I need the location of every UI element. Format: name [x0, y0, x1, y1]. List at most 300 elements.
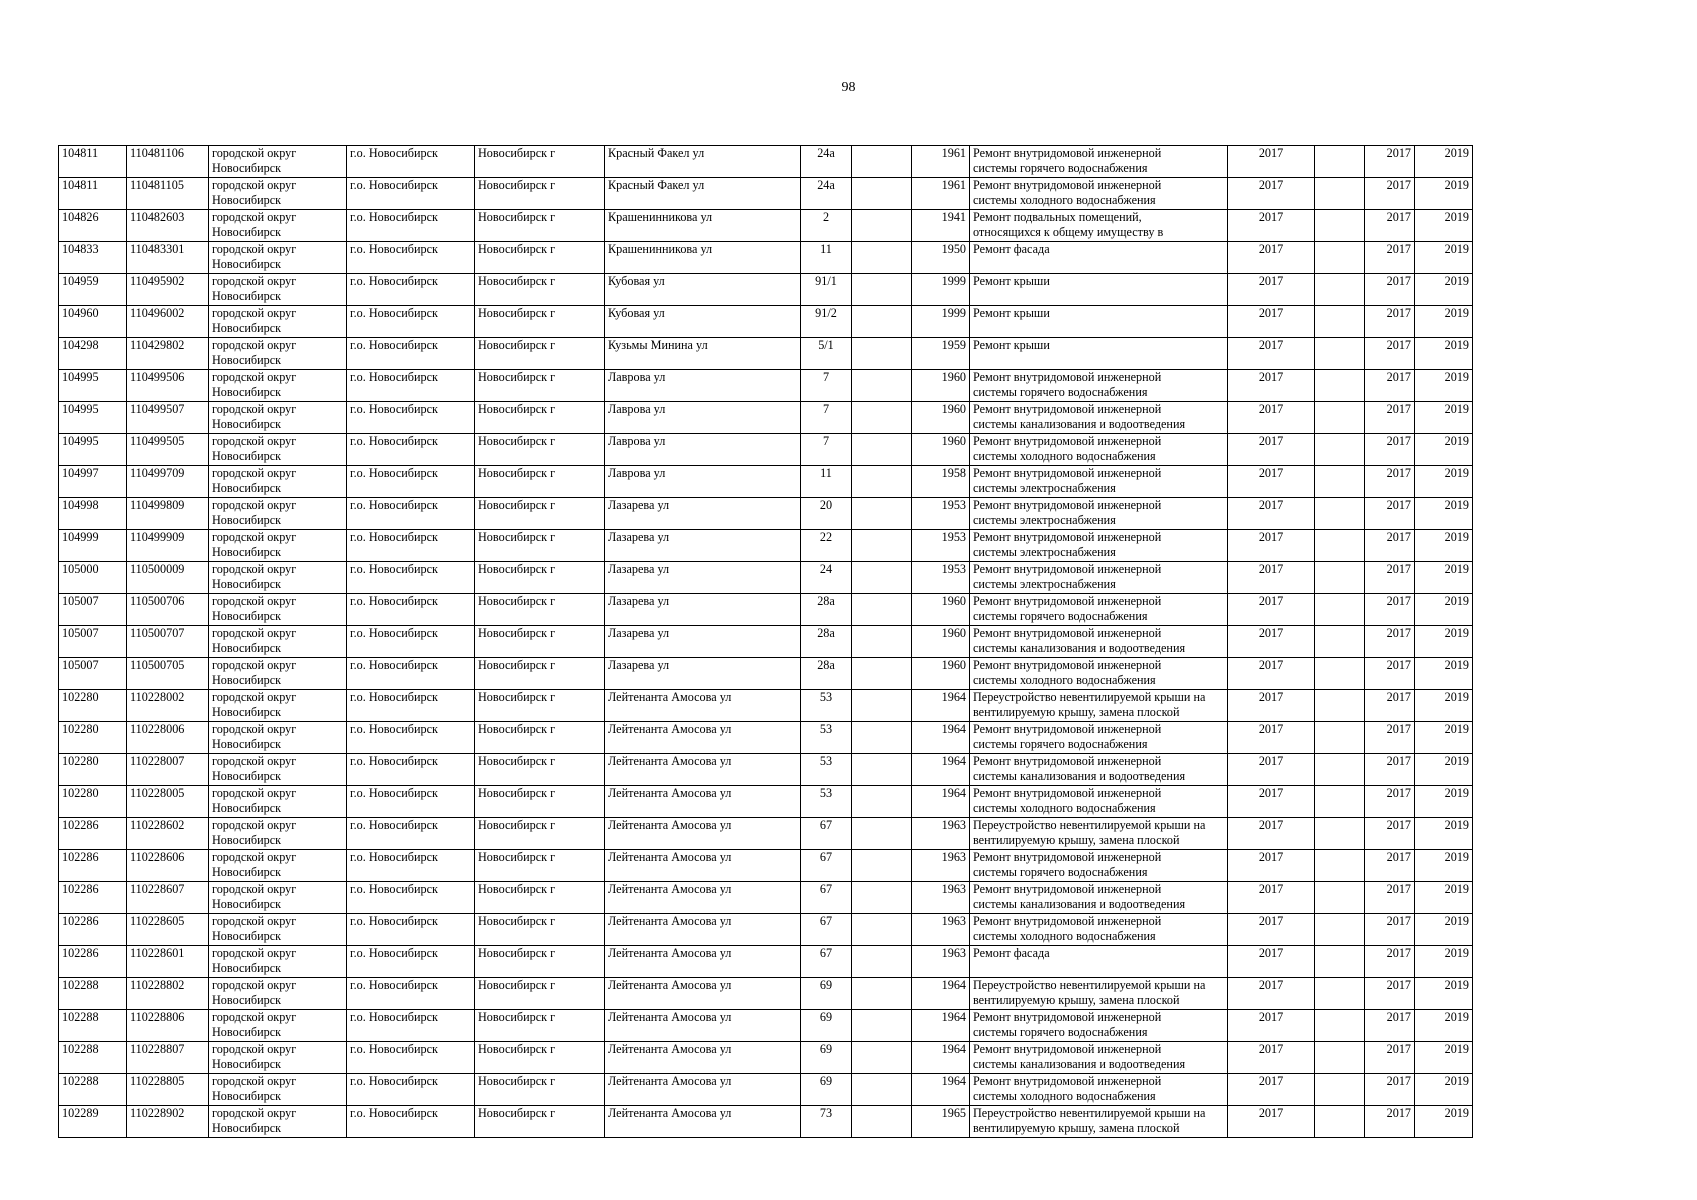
work-line2: вентилируемую крышу, замена плоской [973, 833, 1180, 847]
settlement-cell: г.о. Новосибирск [347, 1106, 475, 1138]
table-row [59, 946, 1473, 978]
building-letter-cell [852, 786, 912, 818]
work-type-cell [970, 882, 1228, 914]
city-cell: Новосибирск г [475, 370, 605, 402]
end-year-cell: 2019 [1415, 370, 1473, 402]
city-cell: Новосибирск г [475, 690, 605, 722]
work-line1: Переустройство невентилируемой крыши на [973, 978, 1206, 992]
municipality-line1: городской округ [212, 338, 297, 352]
municipality-line2: Новосибирск [212, 993, 282, 1007]
municipality-line2: Новосибирск [212, 801, 282, 815]
start-year-cell: 2017 [1365, 530, 1415, 562]
table-row [59, 690, 1473, 722]
object-id-cell: 102288 [59, 1010, 127, 1042]
city-cell: Новосибирск г [475, 786, 605, 818]
work-line2: системы канализования и водоотведения [973, 1057, 1186, 1071]
object-id-cell: 102286 [59, 850, 127, 882]
plan-year-cell: 2017 [1228, 402, 1315, 434]
work-line1: Ремонт внутридомовой инженерной [973, 466, 1162, 480]
plan-year-cell: 2017 [1228, 562, 1315, 594]
end-year-cell: 2019 [1415, 178, 1473, 210]
start-year-cell: 2017 [1365, 402, 1415, 434]
building-letter-cell [852, 754, 912, 786]
empty-cell [1315, 1010, 1365, 1042]
table-row [59, 882, 1473, 914]
plan-year-cell: 2017 [1228, 370, 1315, 402]
building-letter-cell [852, 402, 912, 434]
work-code-cell: 110499909 [127, 530, 209, 562]
start-year-cell: 2017 [1365, 722, 1415, 754]
build-year-cell: 1964 [912, 978, 970, 1010]
work-line1: Ремонт внутридомовой инженерной [973, 434, 1162, 448]
city-cell: Новосибирск г [475, 338, 605, 370]
work-line1: Ремонт внутридомовой инженерной [973, 722, 1162, 736]
city-cell: Новосибирск г [475, 1106, 605, 1138]
work-line2: системы электроснабжения [973, 577, 1116, 591]
plan-year-cell: 2017 [1228, 978, 1315, 1010]
start-year-cell: 2017 [1365, 1042, 1415, 1074]
empty-cell [1315, 1074, 1365, 1106]
city-cell: Новосибирск г [475, 882, 605, 914]
end-year-cell: 2019 [1415, 146, 1473, 178]
empty-cell [1315, 722, 1365, 754]
building-letter-cell [852, 818, 912, 850]
street-cell: Лаврова ул [605, 402, 801, 434]
city-cell: Новосибирск г [475, 946, 605, 978]
plan-year-cell: 2017 [1228, 434, 1315, 466]
city-cell: Новосибирск г [475, 1042, 605, 1074]
build-year-cell: 1960 [912, 434, 970, 466]
work-type-cell [970, 722, 1228, 754]
settlement-cell: г.о. Новосибирск [347, 562, 475, 594]
work-line1: Ремонт подвальных помещений, [973, 210, 1142, 224]
work-line1: Ремонт внутридомовой инженерной [973, 1010, 1162, 1024]
municipality-line2: Новосибирск [212, 289, 282, 303]
work-type-cell [970, 690, 1228, 722]
work-type-cell [970, 1010, 1228, 1042]
table-row [59, 850, 1473, 882]
object-id-cell: 104997 [59, 466, 127, 498]
object-id-cell: 104995 [59, 434, 127, 466]
plan-year-cell: 2017 [1228, 530, 1315, 562]
table-row [59, 370, 1473, 402]
plan-year-cell: 2017 [1228, 722, 1315, 754]
empty-cell [1315, 530, 1365, 562]
work-line2: системы электроснабжения [973, 481, 1116, 495]
object-id-cell: 102280 [59, 690, 127, 722]
municipality-cell [209, 370, 347, 402]
end-year-cell: 2019 [1415, 722, 1473, 754]
work-type-cell [970, 210, 1228, 242]
object-id-cell: 105007 [59, 626, 127, 658]
end-year-cell: 2019 [1415, 1042, 1473, 1074]
work-line1: Ремонт внутридомовой инженерной [973, 530, 1162, 544]
municipality-line2: Новосибирск [212, 673, 282, 687]
work-line2: системы горячего водоснабжения [973, 737, 1148, 751]
object-id-cell: 102280 [59, 754, 127, 786]
start-year-cell: 2017 [1365, 946, 1415, 978]
end-year-cell: 2019 [1415, 1106, 1473, 1138]
city-cell: Новосибирск г [475, 722, 605, 754]
settlement-cell: г.о. Новосибирск [347, 242, 475, 274]
building-letter-cell [852, 498, 912, 530]
build-year-cell: 1964 [912, 786, 970, 818]
empty-cell [1315, 370, 1365, 402]
municipality-line2: Новосибирск [212, 481, 282, 495]
work-line1: Ремонт фасада [973, 242, 1050, 256]
street-cell: Лейтенанта Амосова ул [605, 786, 801, 818]
plan-year-cell: 2017 [1228, 690, 1315, 722]
object-id-cell: 104959 [59, 274, 127, 306]
work-line1: Ремонт внутридомовой инженерной [973, 146, 1162, 160]
settlement-cell: г.о. Новосибирск [347, 754, 475, 786]
work-type-cell [970, 530, 1228, 562]
building-letter-cell [852, 466, 912, 498]
municipality-line1: городской округ [212, 370, 297, 384]
municipality-line2: Новосибирск [212, 897, 282, 911]
start-year-cell: 2017 [1365, 626, 1415, 658]
build-year-cell: 1960 [912, 658, 970, 690]
build-year-cell: 1965 [912, 1106, 970, 1138]
work-code-cell: 110228602 [127, 818, 209, 850]
plan-year-cell: 2017 [1228, 1042, 1315, 1074]
municipality-line2: Новосибирск [212, 257, 282, 271]
build-year-cell: 1964 [912, 754, 970, 786]
work-code-cell: 110228006 [127, 722, 209, 754]
empty-cell [1315, 626, 1365, 658]
start-year-cell: 2017 [1365, 562, 1415, 594]
house-number-cell: 22 [801, 530, 852, 562]
end-year-cell: 2019 [1415, 850, 1473, 882]
work-type-cell [970, 338, 1228, 370]
capital-repair-table [58, 145, 1473, 1138]
plan-year-cell: 2017 [1228, 1074, 1315, 1106]
start-year-cell: 2017 [1365, 594, 1415, 626]
start-year-cell: 2017 [1365, 242, 1415, 274]
work-line2: системы холодного водоснабжения [973, 449, 1156, 463]
work-line1: Ремонт внутридомовой инженерной [973, 658, 1162, 672]
settlement-cell: г.о. Новосибирск [347, 1042, 475, 1074]
end-year-cell: 2019 [1415, 562, 1473, 594]
plan-year-cell: 2017 [1228, 914, 1315, 946]
municipality-line2: Новосибирск [212, 225, 282, 239]
end-year-cell: 2019 [1415, 210, 1473, 242]
build-year-cell: 1964 [912, 1074, 970, 1106]
street-cell: Красный Факел ул [605, 146, 801, 178]
city-cell: Новосибирск г [475, 210, 605, 242]
work-line1: Ремонт крыши [973, 274, 1050, 288]
build-year-cell: 1961 [912, 146, 970, 178]
building-letter-cell [852, 146, 912, 178]
end-year-cell: 2019 [1415, 402, 1473, 434]
municipality-cell [209, 530, 347, 562]
table-row [59, 594, 1473, 626]
table-row [59, 498, 1473, 530]
empty-cell [1315, 594, 1365, 626]
municipality-line1: городской округ [212, 594, 297, 608]
street-cell: Лейтенанта Амосова ул [605, 1074, 801, 1106]
city-cell: Новосибирск г [475, 434, 605, 466]
build-year-cell: 1958 [912, 466, 970, 498]
house-number-cell: 91/2 [801, 306, 852, 338]
house-number-cell: 67 [801, 818, 852, 850]
work-code-cell: 110496002 [127, 306, 209, 338]
work-type-cell [970, 146, 1228, 178]
plan-year-cell: 2017 [1228, 146, 1315, 178]
work-line1: Ремонт внутридомовой инженерной [973, 370, 1162, 384]
house-number-cell: 24 [801, 562, 852, 594]
end-year-cell: 2019 [1415, 754, 1473, 786]
settlement-cell: г.о. Новосибирск [347, 626, 475, 658]
house-number-cell: 73 [801, 1106, 852, 1138]
city-cell: Новосибирск г [475, 146, 605, 178]
end-year-cell: 2019 [1415, 626, 1473, 658]
municipality-line2: Новосибирск [212, 865, 282, 879]
work-line1: Ремонт крыши [973, 306, 1050, 320]
plan-year-cell: 2017 [1228, 1010, 1315, 1042]
street-cell: Лазарева ул [605, 498, 801, 530]
empty-cell [1315, 210, 1365, 242]
house-number-cell: 11 [801, 242, 852, 274]
street-cell: Кубовая ул [605, 274, 801, 306]
start-year-cell: 2017 [1365, 498, 1415, 530]
house-number-cell: 53 [801, 786, 852, 818]
object-id-cell: 104995 [59, 402, 127, 434]
plan-year-cell: 2017 [1228, 178, 1315, 210]
street-cell: Лазарева ул [605, 658, 801, 690]
plan-year-cell: 2017 [1228, 242, 1315, 274]
work-line2: системы холодного водоснабжения [973, 1089, 1156, 1103]
start-year-cell: 2017 [1365, 370, 1415, 402]
build-year-cell: 1963 [912, 914, 970, 946]
end-year-cell: 2019 [1415, 338, 1473, 370]
municipality-cell [209, 786, 347, 818]
empty-cell [1315, 466, 1365, 498]
building-letter-cell [852, 338, 912, 370]
table-row [59, 306, 1473, 338]
object-id-cell: 105007 [59, 594, 127, 626]
empty-cell [1315, 306, 1365, 338]
work-type-cell [970, 626, 1228, 658]
settlement-cell: г.о. Новосибирск [347, 690, 475, 722]
table-row [59, 178, 1473, 210]
build-year-cell: 1953 [912, 562, 970, 594]
settlement-cell: г.о. Новосибирск [347, 818, 475, 850]
house-number-cell: 67 [801, 850, 852, 882]
end-year-cell: 2019 [1415, 818, 1473, 850]
empty-cell [1315, 562, 1365, 594]
street-cell: Лазарева ул [605, 594, 801, 626]
city-cell: Новосибирск г [475, 626, 605, 658]
object-id-cell: 104833 [59, 242, 127, 274]
work-type-cell [970, 178, 1228, 210]
plan-year-cell: 2017 [1228, 946, 1315, 978]
table-row [59, 338, 1473, 370]
house-number-cell: 69 [801, 1074, 852, 1106]
work-line1: Ремонт внутридомовой инженерной [973, 850, 1162, 864]
municipality-line1: городской округ [212, 914, 297, 928]
street-cell: Лейтенанта Амосова ул [605, 946, 801, 978]
municipality-line1: городской округ [212, 242, 297, 256]
city-cell: Новосибирск г [475, 658, 605, 690]
build-year-cell: 1963 [912, 818, 970, 850]
street-cell: Лаврова ул [605, 434, 801, 466]
house-number-cell: 67 [801, 946, 852, 978]
house-number-cell: 69 [801, 978, 852, 1010]
empty-cell [1315, 146, 1365, 178]
work-code-cell: 110481106 [127, 146, 209, 178]
work-line2: системы холодного водоснабжения [973, 929, 1156, 943]
municipality-line2: Новосибирск [212, 545, 282, 559]
object-id-cell: 104999 [59, 530, 127, 562]
object-id-cell: 104811 [59, 146, 127, 178]
municipality-cell [209, 242, 347, 274]
plan-year-cell: 2017 [1228, 850, 1315, 882]
table-row [59, 562, 1473, 594]
city-cell: Новосибирск г [475, 818, 605, 850]
street-cell: Лазарева ул [605, 562, 801, 594]
municipality-line2: Новосибирск [212, 1025, 282, 1039]
end-year-cell: 2019 [1415, 946, 1473, 978]
build-year-cell: 1963 [912, 882, 970, 914]
municipality-cell [209, 626, 347, 658]
work-type-cell [970, 850, 1228, 882]
municipality-line1: городской округ [212, 978, 297, 992]
work-type-cell [970, 978, 1228, 1010]
work-code-cell: 110499506 [127, 370, 209, 402]
work-code-cell: 110499507 [127, 402, 209, 434]
work-line1: Переустройство невентилируемой крыши на [973, 818, 1206, 832]
plan-year-cell: 2017 [1228, 818, 1315, 850]
house-number-cell: 7 [801, 402, 852, 434]
start-year-cell: 2017 [1365, 978, 1415, 1010]
building-letter-cell [852, 1010, 912, 1042]
municipality-cell [209, 850, 347, 882]
settlement-cell: г.о. Новосибирск [347, 370, 475, 402]
street-cell: Лейтенанта Амосова ул [605, 1106, 801, 1138]
work-line2: вентилируемую крышу, замена плоской [973, 705, 1180, 719]
object-id-cell: 102286 [59, 914, 127, 946]
object-id-cell: 102280 [59, 786, 127, 818]
build-year-cell: 1950 [912, 242, 970, 274]
building-letter-cell [852, 594, 912, 626]
end-year-cell: 2019 [1415, 306, 1473, 338]
house-number-cell: 67 [801, 914, 852, 946]
table-row [59, 1010, 1473, 1042]
municipality-line1: городской округ [212, 1042, 297, 1056]
table-row [59, 402, 1473, 434]
municipality-cell [209, 178, 347, 210]
empty-cell [1315, 850, 1365, 882]
start-year-cell: 2017 [1365, 466, 1415, 498]
municipality-line2: Новосибирск [212, 353, 282, 367]
house-number-cell: 11 [801, 466, 852, 498]
work-type-cell [970, 914, 1228, 946]
plan-year-cell: 2017 [1228, 306, 1315, 338]
work-type-cell [970, 594, 1228, 626]
municipality-line2: Новосибирск [212, 321, 282, 335]
municipality-line1: городской округ [212, 434, 297, 448]
work-line2: системы холодного водоснабжения [973, 193, 1156, 207]
build-year-cell: 1960 [912, 370, 970, 402]
street-cell: Красный Факел ул [605, 178, 801, 210]
work-code-cell: 110228807 [127, 1042, 209, 1074]
empty-cell [1315, 914, 1365, 946]
empty-cell [1315, 338, 1365, 370]
city-cell: Новосибирск г [475, 1074, 605, 1106]
work-type-cell [970, 242, 1228, 274]
table-row [59, 530, 1473, 562]
municipality-cell [209, 882, 347, 914]
municipality-line2: Новосибирск [212, 449, 282, 463]
work-line2: относящихся к общему имуществу в [973, 225, 1164, 239]
settlement-cell: г.о. Новосибирск [347, 850, 475, 882]
work-code-cell: 110500009 [127, 562, 209, 594]
start-year-cell: 2017 [1365, 146, 1415, 178]
object-id-cell: 105000 [59, 562, 127, 594]
municipality-line1: городской округ [212, 626, 297, 640]
start-year-cell: 2017 [1365, 914, 1415, 946]
object-id-cell: 104826 [59, 210, 127, 242]
settlement-cell: г.о. Новосибирск [347, 530, 475, 562]
work-line1: Ремонт внутридомовой инженерной [973, 626, 1162, 640]
work-line2: вентилируемую крышу, замена плоской [973, 993, 1180, 1007]
work-line2: системы горячего водоснабжения [973, 385, 1148, 399]
build-year-cell: 1960 [912, 402, 970, 434]
plan-year-cell: 2017 [1228, 594, 1315, 626]
house-number-cell: 91/1 [801, 274, 852, 306]
start-year-cell: 2017 [1365, 818, 1415, 850]
table-row [59, 658, 1473, 690]
house-number-cell: 53 [801, 754, 852, 786]
object-id-cell: 102286 [59, 882, 127, 914]
work-line2: системы канализования и водоотведения [973, 417, 1186, 431]
work-line1: Ремонт внутридомовой инженерной [973, 914, 1162, 928]
start-year-cell: 2017 [1365, 338, 1415, 370]
building-letter-cell [852, 850, 912, 882]
table-row [59, 1074, 1473, 1106]
city-cell: Новосибирск г [475, 466, 605, 498]
street-cell: Лейтенанта Амосова ул [605, 914, 801, 946]
work-type-cell [970, 818, 1228, 850]
empty-cell [1315, 818, 1365, 850]
end-year-cell: 2019 [1415, 978, 1473, 1010]
municipality-line2: Новосибирск [212, 1089, 282, 1103]
city-cell: Новосибирск г [475, 306, 605, 338]
building-letter-cell [852, 978, 912, 1010]
work-type-cell [970, 946, 1228, 978]
table-row [59, 786, 1473, 818]
object-id-cell: 102288 [59, 1042, 127, 1074]
municipality-cell [209, 306, 347, 338]
city-cell: Новосибирск г [475, 914, 605, 946]
build-year-cell: 1964 [912, 1042, 970, 1074]
work-code-cell: 110429802 [127, 338, 209, 370]
work-line2: системы холодного водоснабжения [973, 673, 1156, 687]
table-row [59, 914, 1473, 946]
plan-year-cell: 2017 [1228, 210, 1315, 242]
start-year-cell: 2017 [1365, 658, 1415, 690]
build-year-cell: 1964 [912, 1010, 970, 1042]
municipality-line1: городской округ [212, 1074, 297, 1088]
work-code-cell: 110228802 [127, 978, 209, 1010]
work-line2: системы канализования и водоотведения [973, 641, 1186, 655]
work-type-cell [970, 402, 1228, 434]
build-year-cell: 1961 [912, 178, 970, 210]
street-cell: Лейтенанта Амосова ул [605, 754, 801, 786]
work-code-cell: 110495902 [127, 274, 209, 306]
building-letter-cell [852, 1074, 912, 1106]
